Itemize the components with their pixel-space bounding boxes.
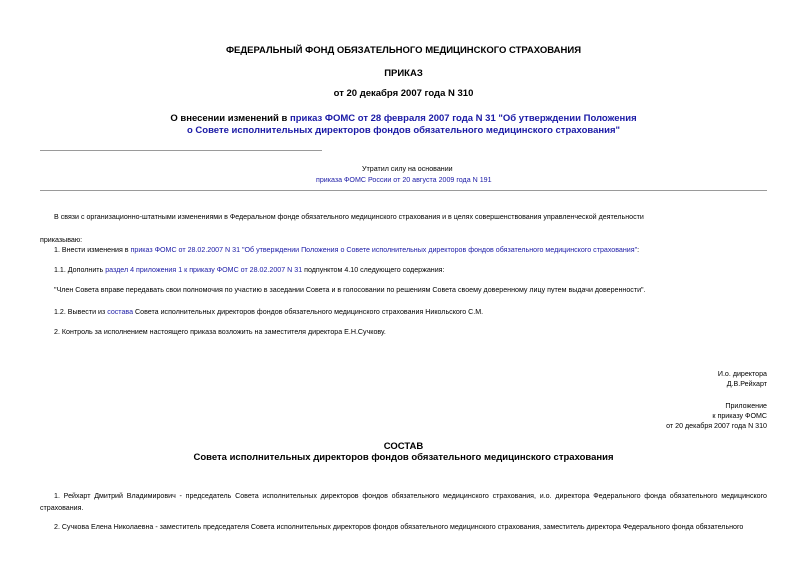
appendix-date-number: от 20 декабря 2007 года N 310 — [666, 422, 767, 430]
quote-text: "Член Совета вправе передавать свои полномочия по участию в заседании Совета и в голосовании по решениям Совета своему доверенному лицу путем выдачи доверенности". — [54, 286, 646, 294]
status-text: Утратил силу на основании — [362, 165, 453, 173]
item-1-2-suffix: Совета исполнительных директоров фондов обязательного медицинского страхования Никольского С.М. — [133, 308, 484, 316]
item-1-1-link[interactable]: раздел 4 приложения 1 к приказу ФОМС от 28.02.2007 N 31 — [105, 266, 303, 274]
appendix-to-order: к приказу ФОМС — [712, 412, 767, 420]
divider-short — [40, 150, 322, 151]
order-title-link[interactable]: приказ ФОМС от 28 февраля 2007 года N 31 "Об утверждении Положения — [289, 113, 637, 124]
order-title-link-cont[interactable]: о Совете исполнительных директоров фондов обязательного медицинского страхования" — [186, 125, 621, 136]
item-1-2-prefix: 1.2. Вывести из — [54, 308, 108, 316]
status-link — [316, 176, 492, 184]
appendix-label: Приложение — [725, 402, 767, 410]
member-2: 2. Сучкова Елена Николаевна - заместитель председателя Совета исполнительных директоров фондов обязательного медицинского страхования, заместитель директора Федерального фонда обязательного — [54, 523, 744, 531]
order-title-line1 — [0, 113, 807, 124]
item-1-1 — [54, 266, 444, 274]
document-type: ПРИКАЗ — [384, 68, 423, 79]
item-1-1-suffix: подпунктом 4.10 следующего содержания: — [302, 266, 445, 274]
order-date-number: от 20 декабря 2007 года N 310 — [333, 88, 474, 99]
item-1-suffix: : — [637, 246, 640, 254]
composition-title: СОСТАВ — [383, 441, 424, 452]
order-title-line2 — [0, 125, 807, 136]
item-1-2 — [54, 308, 483, 316]
order-word: приказываю: — [40, 236, 83, 244]
item-1-prefix: 1. Внести изменения в — [54, 246, 131, 254]
intro-paragraph: В связи с организационно-штатными изменениями в Федеральном фонде обязательного медицинского страхования и в целях совершенствования управленческой деятельности — [54, 213, 644, 221]
signature-position: И.о. директора — [717, 370, 767, 378]
item-2: 2. Контроль за исполнением настоящего приказа возложить на заместителя директора Е.Н.Сучкову. — [54, 328, 386, 336]
repeal-order-link[interactable]: приказа ФОМС России от 20 августа 2009 года N 191 — [316, 176, 492, 184]
item-1-2-link[interactable]: состава — [107, 308, 134, 316]
member-1: 1. Рейхарт Дмитрий Владимирович - председатель Совета исполнительных директоров фондов обязательного медицинского страхования, и.о. директора Федерального фонда обязательного медицинского страхования. — [40, 492, 767, 512]
signature-name: Д.В.Рейхарт — [726, 380, 767, 388]
item-1-1-prefix: 1.1. Дополнить — [54, 266, 106, 274]
divider-full — [40, 190, 767, 191]
order-title-prefix: О внесении изменений в — [170, 113, 290, 124]
composition-subtitle: Совета исполнительных директоров фондов обязательного медицинского страхования — [193, 452, 614, 463]
item-1 — [54, 246, 639, 254]
item-1-link[interactable]: приказ ФОМС от 28.02.2007 N 31 "Об утверждении Положения о Совете исполнительных директоров фондов обязательного медицинского страхования" — [130, 246, 638, 254]
organization-header: ФЕДЕРАЛЬНЫЙ ФОНД ОБЯЗАТЕЛЬНОГО МЕДИЦИНСКОГО СТРАХОВАНИЯ — [225, 45, 582, 56]
